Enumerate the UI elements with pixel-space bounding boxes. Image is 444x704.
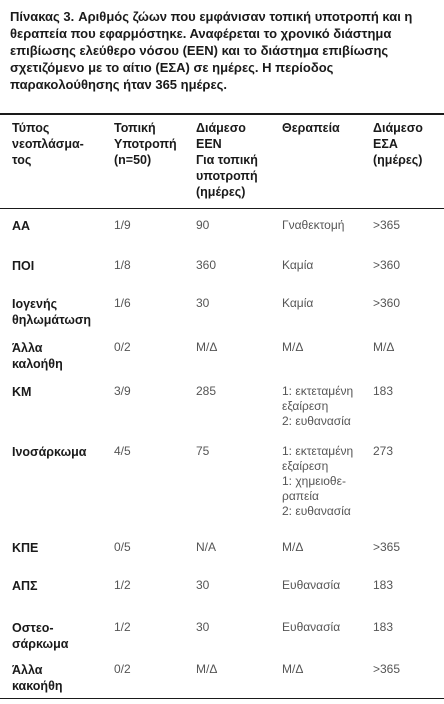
therapy-cell: Μ/Δ [282,340,304,354]
recurrence-cell: 3/9 [114,384,131,398]
therapy-cell: 1: εκτεταμένη εξαίρεση 1: χημειοθε- ραπεία 2: ευθανασία [282,444,354,518]
een-cell: 30 [196,578,210,592]
een-cell: 30 [196,620,210,634]
esa-cell: 273 [373,444,394,458]
recurrence-cell: 1/9 [114,218,131,232]
header-local-recurrence: Τοπική Υποτροπή (n=50) [114,121,177,167]
recurrence-cell: 1/2 [114,578,131,592]
therapy-cell: Γναθεκτομή [282,218,345,232]
table-bottom-rule [0,698,444,699]
tumor-type-cell: ΑΑ [12,219,31,233]
header-median-een: Διάμεσο ΕΕΝ Για τοπική υποτροπή (ημέρες) [196,121,258,199]
esa-cell: >365 [373,540,401,554]
esa-cell: >360 [373,258,401,272]
tumor-type-cell: Άλλα καλοήθη [12,341,63,371]
recurrence-cell: 1/6 [114,296,131,310]
therapy-cell: Ευθανασία [282,620,341,634]
een-cell: 90 [196,218,210,232]
esa-cell: >365 [373,662,401,676]
caption-text: Αριθμός ζώων που εμφάνισαν τοπική υποτροπή και η θεραπεία που εφαρμόστηκε. Αναφέρεται το χρονικό διάστημα επιβίωσης ελεύθερο νόσου (ΕΕΝ) και το διάστημα επιβίωσης σχετιζόμενο με το αίτιο (ΕΣΑ) σε ημέρες. Η περίοδος παρακολούθησης ήταν 365 ημέρες. [10,9,413,92]
esa-cell: 183 [373,384,394,398]
recurrence-cell: 0/5 [114,540,131,554]
tumor-type-cell: Οστεο- σάρκωμα [12,621,69,651]
esa-cell: Μ/Δ [373,340,395,354]
header-tumor-type: Τύπος νεοπλάσμα- τος [12,121,84,167]
recurrence-cell: 4/5 [114,444,131,458]
recurrence-cell: 1/2 [114,620,131,634]
tumor-type-cell: ΑΠΣ [12,579,38,593]
tumor-type-cell: Ινοσάρκωμα [12,445,87,459]
esa-cell: 183 [373,620,394,634]
tumor-type-cell: Άλλα κακοήθη [12,663,63,693]
therapy-cell: 1: εκτεταμένη εξαίρεση 2: ευθανασία [282,384,354,428]
header-median-esa: Διάμεσο ΕΣΑ (ημέρες) [373,121,423,167]
therapy-cell: Καμία [282,296,314,310]
header-therapy: Θεραπεία [282,121,340,135]
esa-cell: 183 [373,578,394,592]
esa-cell: >360 [373,296,401,310]
recurrence-cell: 1/8 [114,258,131,272]
therapy-cell: Ευθανασία [282,578,341,592]
recurrence-cell: 0/2 [114,340,131,354]
table-caption [10,8,438,93]
esa-cell: >365 [373,218,401,232]
een-cell: 75 [196,444,210,458]
een-cell: Μ/Δ [196,340,218,354]
table-number: Πίνακας 3. [10,9,75,24]
tumor-type-cell: ΠΟΙ [12,259,35,273]
recurrence-cell: 0/2 [114,662,131,676]
een-cell: N/A [196,540,217,554]
tumor-type-cell: Ιογενής θηλωμάτωση [12,297,92,327]
een-cell: 30 [196,296,210,310]
een-cell: 360 [196,258,217,272]
een-cell: Μ/Δ [196,662,218,676]
een-cell: 285 [196,384,217,398]
therapy-cell: Μ/Δ [282,662,304,676]
therapy-cell: Καμία [282,258,314,272]
tumor-type-cell: ΚΜ [12,385,32,399]
therapy-cell: Μ/Δ [282,540,304,554]
header-rule [0,208,444,209]
tumor-type-cell: ΚΠΕ [12,541,39,555]
table-top-rule [0,113,444,115]
